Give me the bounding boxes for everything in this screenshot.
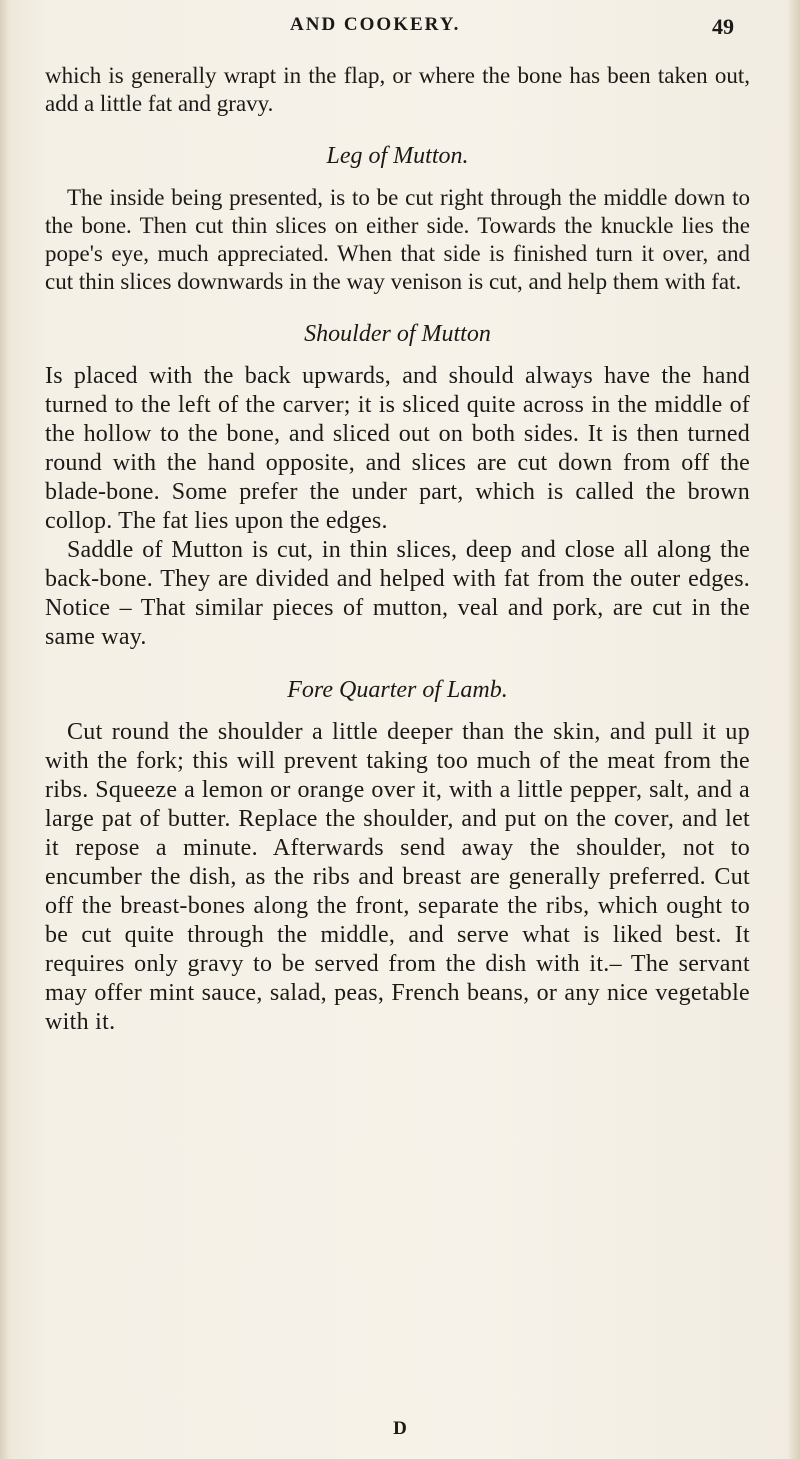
section-shoulder-of-mutton [45, 320, 750, 652]
page-left-edge [0, 0, 10, 1459]
running-title: AND COOKERY. [290, 14, 461, 35]
page-right-edge [786, 0, 800, 1459]
running-head [0, 14, 800, 42]
paragraph: Cut round the shoulder a little deeper than the skin, and pull it up with the fork; this will prevent taking too much of the meat from the ribs. Squeeze a lemon or orange over it, with a little pepper, salt, and a large pat of butter. Replace the shoulder, and put on the cover, and let it repose a minute. Afterwards send away the shoulder, not to encumber the dish, as the ribs and breast are generally preferred. Cut off the breast-bones along the front, separate the ribs, which ought to be cut quite through the middle, and serve what is liked best. It requires only gravy to be served from the dish with it.– The servant may offer mint sauce, salad, peas, French beans, or any nice vegetable with it. [45, 719, 750, 1035]
section-heading: Fore Quarter of Lamb. [287, 677, 508, 703]
paragraph: Saddle of Mutton is cut, in thin slices, deep and close all along the back-bone. They are divided and helped with fat from the outer edges. Notice – That similar pieces of mutton, veal and pork, are cut in the same way. [45, 537, 750, 650]
paragraph: The inside being presented, is to be cut right through the middle down to the bone. Then cut thin slices on either side. Towards the knuckle lies the pope's eye, much appreciated. When that side is finished turn it over, and cut thin slices downwards in the way venison is cut, and help them with fat. [45, 185, 750, 294]
section-leg-of-mutton [45, 142, 750, 296]
signature-mark: D [393, 1418, 407, 1439]
page-body [45, 62, 750, 1037]
section-heading: Shoulder of Mutton [304, 321, 491, 347]
continuation-paragraph: which is generally wrapt in the flap, or where the bone has been taken out, add a little fat and gravy. [45, 63, 750, 116]
page-number: 49 [712, 14, 734, 39]
section-fore-quarter-of-lamb [45, 676, 750, 1037]
paragraph: Is placed with the back upwards, and should always have the hand turned to the left of the carver; it is sliced quite across in the middle of the hollow to the bone, and sliced out on both sides. It is then turned round with the hand opposite, and slices are cut down from off the blade-bone. Some prefer the under part, which is called the brown collop. The fat lies upon the edges. [45, 363, 750, 534]
section-heading: Leg of Mutton. [326, 143, 469, 169]
